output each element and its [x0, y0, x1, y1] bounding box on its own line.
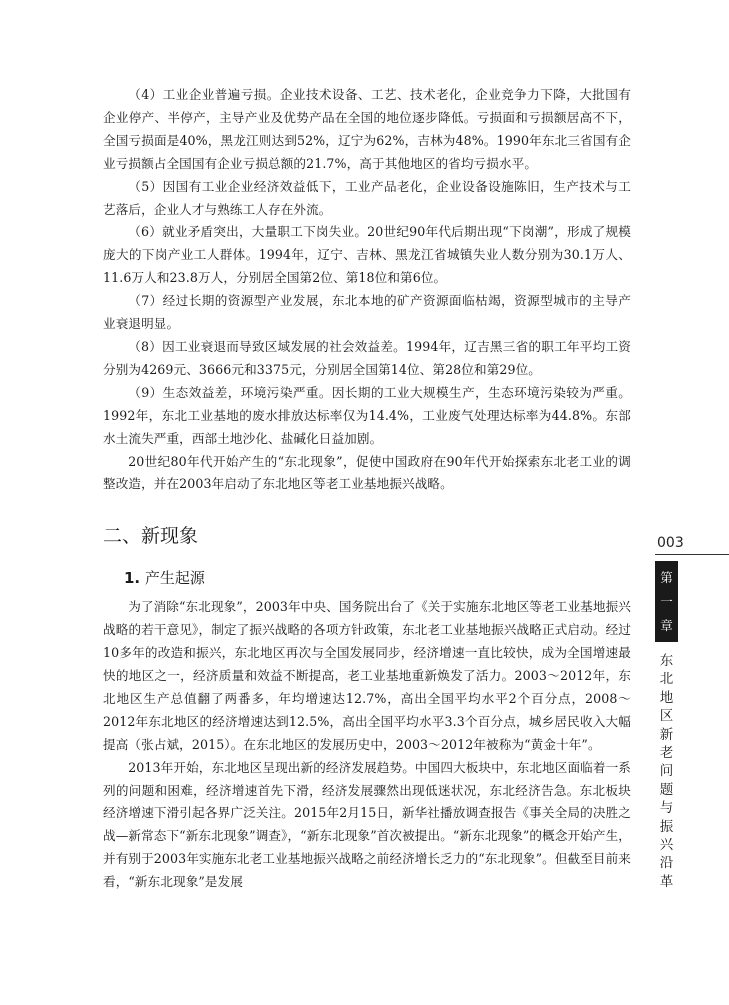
chapter-title-char: 东: [659, 653, 674, 669]
paragraph: （5）因国有工业企业经济效益低下，工业产品老化，企业设备设施陈旧，生产技术与工艺落后，企业人才与熟练工人存在外流。: [103, 178, 631, 217]
paragraph: （4）工业企业普遍亏损。企业技术设备、工艺、技术老化，企业竞争力下降，大批国有企业停产、半停产，主导产业及优势产品在全国的地位逐步降低。亏损面和亏损额居高不下，全国亏损面是40%，黑龙江则达到52%，辽宁为62%，吉林为48%。1990年东北三省国有企业亏损额占全国国有企业亏损总额的21.7%，高于其他地区的省均亏损水平。: [103, 87, 631, 171]
paragraph: 为了消除“东北现象”，2003年中央、国务院出台了《关于实施东北地区等老工业基地振兴战略的若干意见》，制定了振兴战略的各项方针政策，东北老工业基地振兴战略正式启动。经过10多年的改造和振兴，东北地区再次与全国发展同步，经济增速一直比较快，成为全国增速最快的地区之一，经济质量和效益不断提高，老工业基地重新焕发了活力。2003～2012年，东北地区生产总值翻了两番多，年均增速达12.7%，高出全国平均水平2个百分点，2008～2012年东北地区的经济增速达到12.5%，高出全国平均水平3.3个百分点，城乡居民收入大幅提高（张占斌，2015）。在东北地区的发展历史中，2003～2012年被称为“黄金十年”。: [103, 599, 631, 752]
chapter-title-char: 老: [659, 745, 674, 762]
chapter-title-char: 题: [659, 781, 674, 798]
chapter-title-char: 革: [659, 873, 674, 890]
chapter-label-char: 章: [660, 618, 673, 633]
chapter-label-char: 第: [660, 570, 673, 585]
section-heading: 二、新现象: [103, 525, 199, 548]
chapter-title-char: 区: [659, 708, 674, 725]
chapter-title-char: 与: [659, 800, 674, 817]
paragraph: （6）就业矛盾突出，大量职工下岗失业。20世纪90年代后期出现“下岗潮”，形成了规模庞大的下岗产业工人群体。1994年，辽宁、吉林、黑龙江省城镇失业人数分别为30.1万人、11.6万人和23.8万人，分别居全国第2位、第18位和第6位。: [103, 224, 631, 286]
paragraph: （7）经过长期的资源型产业发展，东北本地的矿产资源面临枯竭，资源型城市的主导产业衰退明显。: [103, 293, 631, 332]
chapter-title-char: 振: [659, 818, 674, 835]
chapter-title-char: 地: [659, 689, 674, 706]
subsection-number: 1.: [124, 569, 141, 588]
page-number: 003: [657, 535, 684, 551]
paragraph: （8）因工业衰退而导致区域发展的社会效益差。1994年，辽吉黑三省的职工年平均工资分别为4269元、3666元和3375元，分别居全国第14位、第28位和第29位。: [103, 338, 631, 377]
body-text-top: [103, 84, 631, 496]
chapter-title-char: 新: [659, 726, 674, 743]
sidebar-rule: [655, 554, 729, 555]
page-body: [103, 84, 631, 894]
chapter-sidebar: [655, 534, 729, 891]
paragraph: 2013年开始，东北地区呈现出新的经济发展趋势。中国四大板块中，东北地区面临着一系列的问题和困难，经济增速首先下滑，经济发展骤然出现低迷状况，东北经济告急。东北板块经济增速下滑引起各界广泛关注。2015年2月15日，新华社播放调查报告《事关全局的决胜之战—新常态下“新东北现象”调查》，“新东北现象”首次被提出。“新东北现象”的概念开始产生，并有别于2003年实施东北老工业基地振兴战略之前经济增长乏力的“东北现象”。但截至目前来看，“新东北现象”是发展: [103, 759, 631, 890]
subsection-title: 产生起源: [144, 569, 205, 588]
chapter-title-char: 兴: [659, 837, 674, 854]
chapter-title-vertical: [655, 652, 678, 891]
paragraph: 20世纪80年代开始产生的“东北现象”，促使中国政府在90年代开始探索东北老工业的调整改造，并在2003年启动了东北地区等老工业基地振兴战略。: [103, 453, 631, 492]
chapter-title-char: 沿: [659, 855, 674, 872]
paragraph: （9）生态效益差，环境污染严重。因长期的工业大规模生产，生态环境污染较为严重。1992年，东北工业基地的废水排放达标率仅为14.4%，工业废气处理达标率为44.8%。东部水土流失严重，西部土地沙化、盐碱化日益加剧。: [103, 384, 631, 446]
subsection-heading: [124, 568, 631, 588]
body-text-bottom: [103, 596, 631, 894]
chapter-title-char: 问: [659, 763, 674, 780]
chapter-title-char: 北: [659, 671, 674, 688]
chapter-label-box: [655, 561, 678, 642]
chapter-label-char: 一: [660, 594, 673, 609]
